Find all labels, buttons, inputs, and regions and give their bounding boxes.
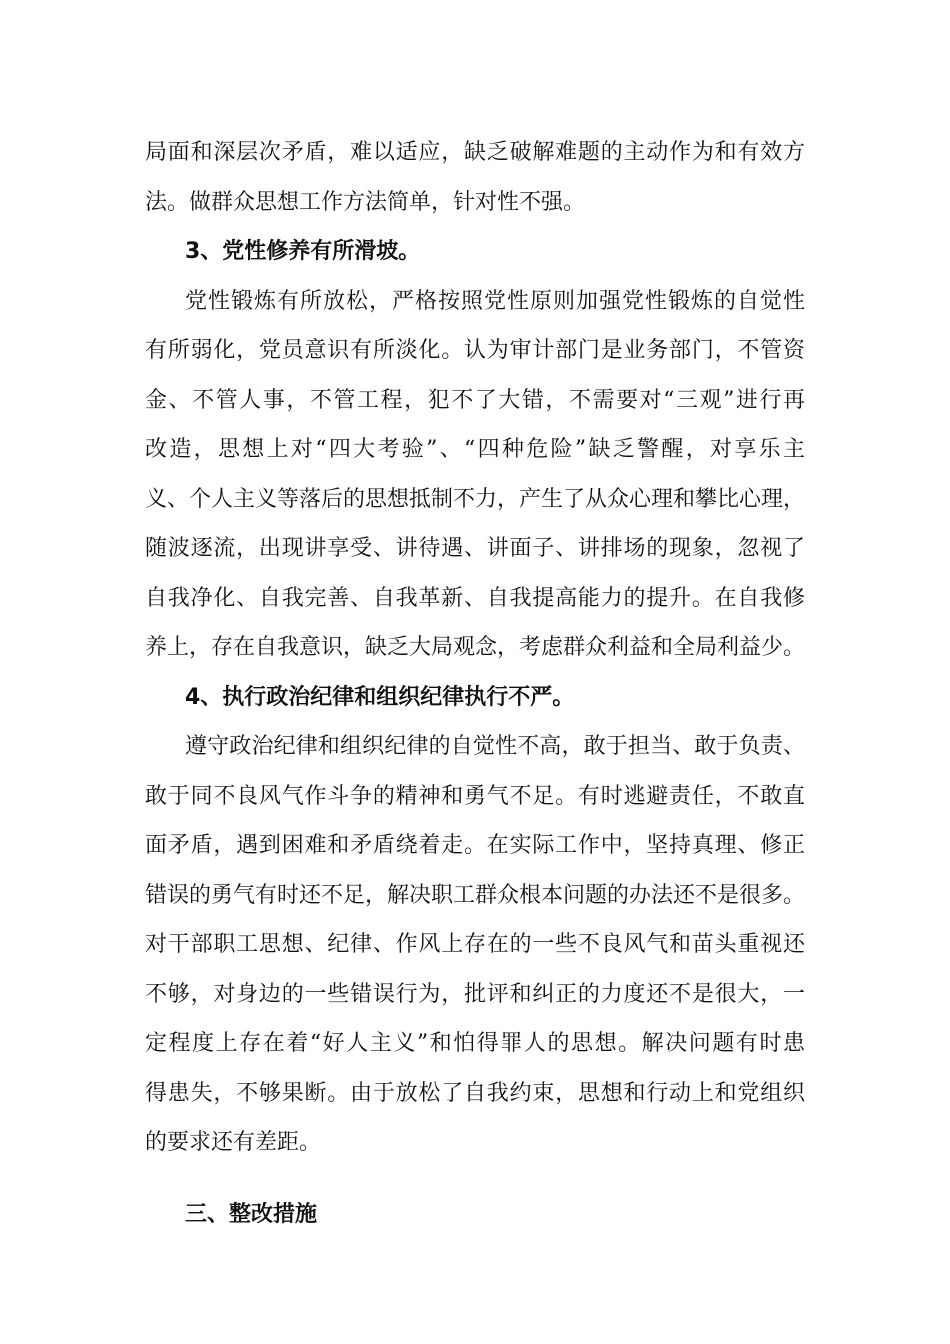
body-text-line: 党性锻炼有所放松，严格按照党性原则加强党性锻炼的自觉性 [185, 288, 805, 314]
chapter-heading-three: 三、整改措施 [185, 1201, 318, 1227]
body-text-line: 养上，存在自我意识，缺乏大局观念，考虑群众利益和全局利益少。 [145, 635, 805, 660]
body-text-line: 敢于同不良风气作斗争的精神和勇气不足。有时逃避责任，不敢直 [145, 783, 805, 809]
body-text-line: 自我净化、自我完善、自我革新、自我提高能力的提升。在自我修 [145, 585, 805, 611]
body-text-line: 对干部职工思想、纪律、作风上存在的一些不良风气和苗头重视还 [145, 932, 805, 957]
body-text-line: 得患失，不够果断。由于放松了自我约束，思想和行动上和党组织 [145, 1080, 805, 1106]
body-text-line: 不够，对身边的一些错误行为，批评和纠正的力度还不是很大，一 [145, 981, 805, 1007]
body-text-line: 的要求还有差距。 [145, 1130, 322, 1155]
section-heading-3: 3、党性修养有所滑坡。 [185, 239, 421, 264]
section-heading-4: 4、执行政治纪律和组织纪律执行不严。 [185, 684, 575, 710]
body-text-line: 金、不管人事，不管工程，犯不了大错，不需要对“三观”进行再 [145, 387, 805, 413]
body-text-line: 面矛盾，遇到困难和矛盾绕着走。在实际工作中，坚持真理、修正 [145, 833, 805, 858]
body-text-line: 错误的勇气有时还不足，解决职工群众根本问题的办法还不是很多。 [145, 882, 805, 908]
document-page [145, 128, 805, 1239]
body-text-line: 改造，思想上对“四大考验”、“四种危险”缺乏警醒，对享乐主 [145, 437, 805, 462]
body-text-line: 遵守政治纪律和组织纪律的自觉性不高，敢于担当、敢于负责、 [185, 734, 805, 759]
body-text-line: 有所弱化，党员意识有所淡化。认为审计部门是业务部门，不管资 [145, 338, 805, 363]
body-text-line: 随波逐流，出现讲享受、讲待遇、讲面子、讲排场的现象，忽视了 [145, 536, 805, 561]
body-text-line: 义、个人主义等落后的思想抵制不力，产生了从众心理和攀比心理， [145, 486, 805, 512]
body-text-line: 局面和深层次矛盾，难以适应，缺乏破解难题的主动作为和有效方 [145, 140, 805, 165]
body-text-line: 定程度上存在着“好人主义”和怕得罪人的思想。解决问题有时患 [145, 1031, 805, 1056]
body-text-line: 法。做群众思想工作方法简单，针对性不强。 [145, 189, 586, 215]
paragraph-gap [145, 1168, 805, 1190]
